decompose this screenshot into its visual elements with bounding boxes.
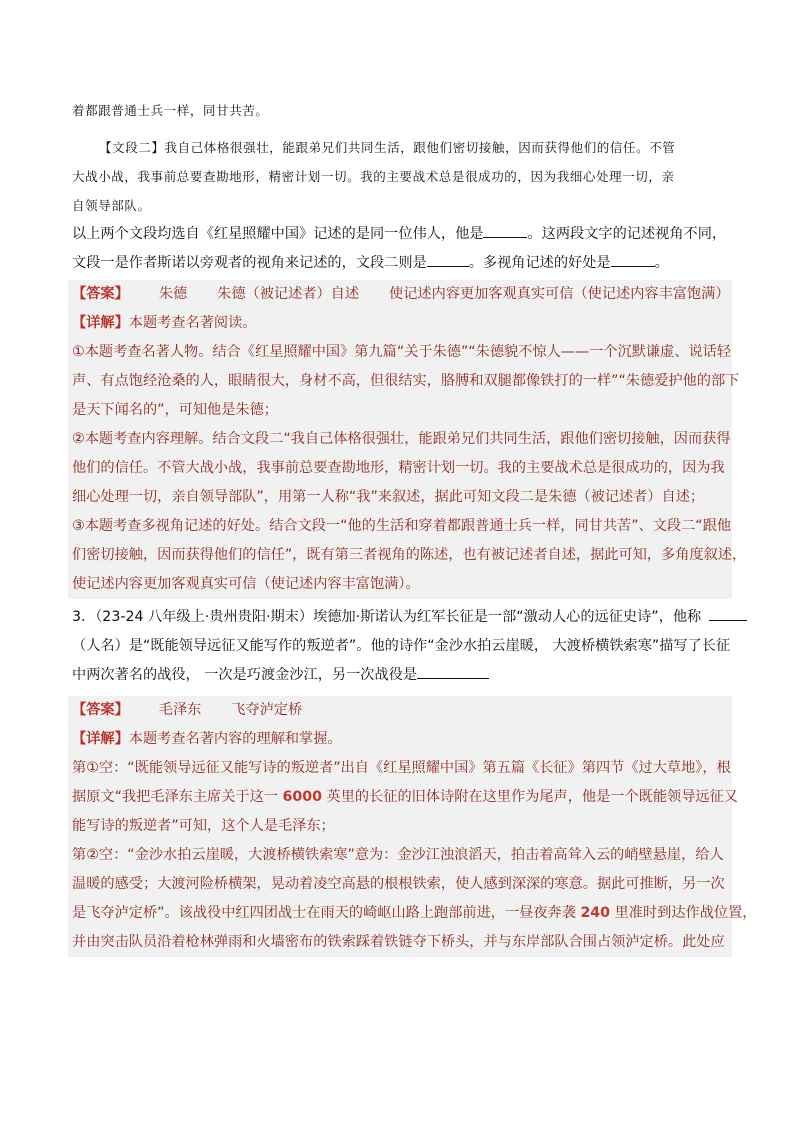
document-page — [72, 96, 757, 957]
detail-text: 细心处理一切，亲自领导部队”，用第一人称“我”来叙述，据此可知文段二是朱德（被记述者）自述； — [72, 489, 705, 505]
detail-text: 使记述内容更加客观真实可信（使记述内容丰富饱满）。 — [72, 576, 420, 592]
question-text: （人名）是“既能领导远征又能写作的叛逆者”。他的诗作“金沙水拍云崖暖， 大渡桥横铁索寒”描写了长征 — [72, 638, 731, 654]
answer-blank — [611, 252, 655, 267]
passage-line — [72, 96, 728, 125]
detail-line — [72, 870, 732, 899]
question-text: 。这两段文字的记述视角不同， — [527, 226, 727, 242]
detail-text: ③本题考查多视角记述的好处。结合文段一“他的生活和穿着都跟普通士兵一样，同甘共苦”、文段二“跟他 — [72, 518, 732, 534]
detail-text: 第①空：“既能领导远征又能写诗的叛逆者”出自《红星照耀中国》第五篇《长征》第四节《过大草地》，根 — [72, 760, 731, 776]
detail-text: 声、有点饱经沧桑的人，眼睛很大，身材不高，但很结实，胳膊和双腿都像铁打的一样”“朱德爱护他的部下 — [72, 373, 740, 389]
detail-text: 们密切接触，因而获得他们的信任”，既有第三者视角的陈述，也有被记述者自述，据此可知，多角度叙述， — [72, 547, 747, 563]
answer-label: 【答案】 — [72, 702, 129, 718]
question-stem — [72, 220, 728, 249]
passage-two-line — [72, 133, 728, 162]
answer-blank — [417, 664, 489, 679]
question-text: 以上两个文段均选自《红星照耀中国》记述的是同一位伟人，他是 — [72, 226, 484, 242]
question-stem — [72, 249, 728, 278]
answer-block — [68, 696, 757, 957]
detail-text: 本题考查名著内容的理解和掌握。 — [128, 731, 342, 747]
question-text: 文段一是作者斯诺以旁观者的视角来记述的，文段二则是 — [72, 255, 427, 271]
detail-text: 本题考查名著阅读。 — [128, 315, 257, 331]
passage-text: 【文段二】我自己体格很强壮，能跟弟兄们共同生活，跟他们密切接触，因而获得他们的信任。不管 — [99, 140, 676, 155]
detail-line — [72, 512, 732, 541]
question-stem — [72, 661, 728, 690]
detail-number: 6000 — [282, 789, 322, 805]
detail-text: 英里的长征的旧体诗附在这里作为尾声，他是一个既能领导远征又 — [322, 789, 738, 805]
question-stem — [72, 603, 728, 632]
detail-line — [72, 367, 740, 396]
passage-text: 自领导部队。 — [72, 198, 151, 213]
question-text: 。多视角记述的好处是 — [468, 255, 611, 271]
detail-line — [72, 425, 732, 454]
detail-line — [72, 841, 732, 870]
detail-line — [72, 483, 732, 512]
detail-text: 能写诗的叛逆者”可知，这个人是毛泽东； — [72, 818, 335, 834]
question-stem — [72, 632, 731, 661]
question-text: 3．（23-24 八年级上·贵州贵阳·期末）埃德加·斯诺认为红军长征是一部“激动人心的远征史诗”，他称 — [72, 609, 702, 625]
detail-label: 【详解】 — [72, 315, 129, 331]
detail-line — [72, 783, 738, 812]
detail-text: 温暖的感受；大渡河险桥横架，晃动着凌空高悬的根根铁索，使人感到深深的寒意。据此可推断，另一次 — [72, 876, 725, 892]
answer-block — [68, 280, 747, 599]
answer-value: 飞夺泸定桥 — [231, 702, 303, 718]
detail-line — [72, 754, 732, 783]
detail-text: 据原文“我把毛泽东主席关于这一 — [72, 789, 283, 805]
detail-text: 里准时到达作战位置， — [610, 905, 757, 921]
detail-line — [72, 928, 732, 957]
answer-value: 毛泽东 — [158, 702, 202, 718]
detail-line — [72, 541, 747, 570]
detail-line — [72, 454, 732, 483]
answer-blank — [483, 223, 527, 238]
passage-two-line — [72, 191, 728, 220]
answer-blank — [709, 606, 747, 621]
answer-line — [72, 696, 732, 725]
detail-text: 他们的信任。不管大战小战，我事前总要查勘地形，精密计划一切。我的主要战术总是很成功的，因为我 — [72, 460, 725, 476]
answer-line — [72, 280, 732, 309]
detail-line — [72, 338, 732, 367]
answer-value: 朱德（被记述者）自述 — [217, 286, 360, 302]
passage-two-line — [72, 162, 728, 191]
detail-text: 是天下闻名的”，可知他是朱德； — [72, 402, 278, 418]
detail-text: 第②空：“金沙水拍云崖暖，大渡桥横铁索寒”意为：金沙江浊浪滔天，拍击着高耸入云的峭壁悬崖，给人 — [72, 847, 724, 863]
detail-line — [72, 812, 732, 841]
detail-text: 是飞夺泸定桥”。该战役中红四团战士在雨天的崎岖山路上跑部前进，一昼夜奔袭 — [72, 905, 581, 921]
question-text: 。 — [654, 255, 669, 271]
detail-line — [72, 725, 732, 754]
detail-line — [72, 396, 732, 425]
answer-blank — [427, 252, 469, 267]
detail-text: 并由突击队员沿着枪林弹雨和火墙密布的铁索踩着铁链夺下桥头，并与东岸部队合围占领泸定桥。此处应 — [72, 934, 725, 950]
passage-text: 大战小战，我事前总要查勘地形，精密计划一切。我的主要战术总是很成功的，因为我细心处理一切，亲 — [72, 169, 675, 184]
detail-line — [72, 899, 757, 928]
detail-text: ①本题考查名著人物。结合《红星照耀中国》第九篇“关于朱德”“朱德貌不惊人——一个沉默谦虚、说话轻 — [72, 344, 732, 360]
detail-line — [72, 570, 732, 599]
detail-number: 240 — [580, 905, 611, 921]
answer-value: 朱德 — [158, 286, 188, 302]
detail-label: 【详解】 — [72, 731, 129, 747]
passage-text: 着都跟普通士兵一样，同甘共苦。 — [72, 103, 269, 118]
question-text: 中两次著名的战役， 一次是巧渡金沙江，另一次战役是 — [72, 667, 418, 683]
answer-value: 使记述内容更加客观真实可信（使记述内容丰富饱满） — [389, 286, 730, 302]
detail-text: ②本题考查内容理解。结合文段二“我自己体格很强壮，能跟弟兄们共同生活，跟他们密切接触，因而获得 — [72, 431, 731, 447]
answer-label: 【答案】 — [72, 286, 129, 302]
detail-line — [72, 309, 732, 338]
